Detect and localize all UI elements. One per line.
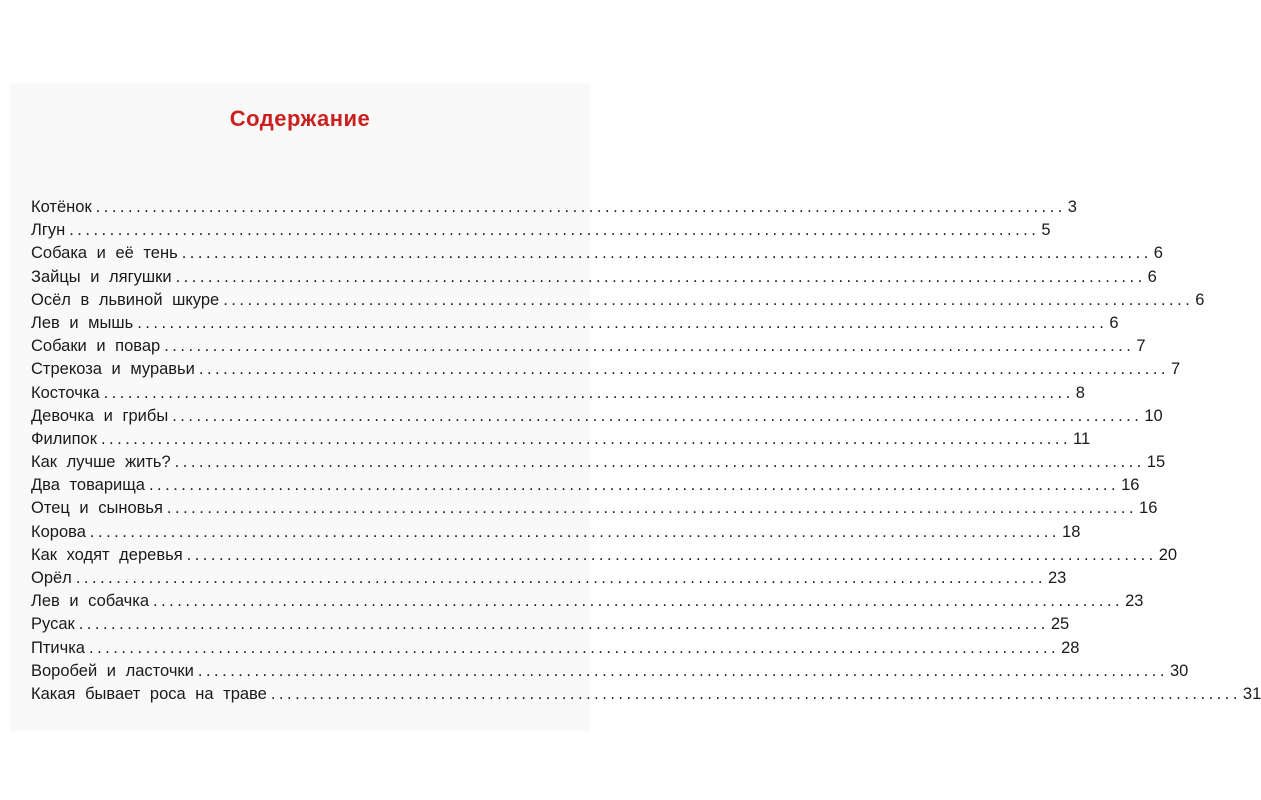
toc-entry-title: Лев и собачка: [31, 592, 150, 611]
toc-entry-title: Девочка и грибы: [31, 406, 169, 425]
toc-dot-leader: ........................................................................................................................: [89, 522, 1061, 541]
toc-entry: [31, 221, 1051, 244]
toc-dot-leader: ........................................................................................................................: [198, 360, 1169, 379]
toc-entry-title: Филипок: [31, 429, 97, 448]
toc-entry: [31, 569, 1067, 592]
toc-dot-leader: ........................................................................................................................: [164, 337, 1135, 356]
toc-entry-page: 15: [1146, 453, 1166, 472]
toc-entry-title: Как лучше жить?: [31, 453, 171, 472]
toc-entry-page: 16: [1121, 476, 1140, 495]
toc-dot-leader: ........................................................................................................................: [181, 244, 1152, 263]
toc-entry-page: 23: [1047, 569, 1067, 587]
toc-entry-title: Косточка: [31, 383, 100, 402]
toc-dot-leader: ........................................................................................................................: [95, 198, 1066, 216]
toc-dot-leader: ........................................................................................................................: [175, 267, 1146, 286]
toc-entry-title: Воробей и ласточки: [31, 661, 194, 680]
toc-entry: [31, 244, 1163, 267]
toc-entry-page: 10: [1144, 406, 1163, 425]
toc-entry-page: 18: [1062, 522, 1081, 541]
toc-entry-title: Котёнок: [31, 198, 92, 216]
toc-entry: [31, 290, 1205, 314]
toc-entry-page: 20: [1158, 545, 1178, 564]
toc-entry-title: Корова: [31, 522, 86, 541]
toc-entry-title: Зайцы и лягушки: [31, 267, 172, 286]
toc-entry-page: 8: [1075, 383, 1085, 402]
toc-entry-page: 6: [1195, 290, 1205, 309]
toc-entry: [31, 267, 1157, 291]
toc-dot-leader: ........................................................................................................................: [174, 453, 1145, 472]
toc-entry: [31, 476, 1140, 499]
toc-entry-page: 31: [1242, 684, 1261, 703]
toc-entry-page: 16: [1139, 499, 1158, 518]
toc-entry-title: Лгун: [31, 221, 66, 240]
toc-entry: [31, 360, 1181, 383]
toc-entry-title: Стрекоза и муравьи: [31, 360, 195, 379]
toc-entry-title: Какая бывает роса на траве: [31, 684, 267, 703]
toc-entry-page: 3: [1067, 198, 1077, 216]
toc-entry-page: 5: [1041, 221, 1051, 240]
toc-dot-leader: ........................................................................................................................: [75, 569, 1046, 587]
toc-dot-leader: ........................................................................................................................: [186, 545, 1157, 564]
toc-entry-title: Лев и мышь: [31, 313, 134, 332]
toc-entry-title: Два товарища: [31, 476, 145, 495]
toc-entry-title: Собаки и повар: [31, 337, 161, 356]
toc-entry-page: 11: [1073, 429, 1091, 448]
toc-entry: [31, 453, 1166, 476]
toc-entry-title: Русак: [31, 615, 75, 634]
toc-entry-page: 28: [1061, 638, 1080, 657]
toc-dot-leader: ........................................................................................................................: [89, 638, 1060, 657]
toc-entry-title: Собака и её тень: [31, 244, 178, 263]
table-of-contents: [31, 198, 1261, 708]
toc-dot-leader: ........................................................................................................................: [223, 290, 1194, 309]
toc-entry: [31, 615, 1070, 638]
toc-entry-page: 6: [1153, 244, 1163, 263]
toc-dot-leader: ........................................................................................................................: [78, 615, 1049, 634]
toc-entry-title: Отец и сыновья: [31, 499, 163, 518]
toc-dot-leader: ........................................................................................................................: [172, 406, 1143, 425]
toc-dot-leader: ........................................................................................................................: [166, 499, 1138, 518]
toc-dot-leader: ........................................................................................................................: [137, 313, 1108, 332]
toc-entry: [31, 545, 1178, 569]
toc-entry-page: 7: [1170, 360, 1181, 379]
toc-entry: [31, 499, 1158, 522]
toc-entry: [31, 406, 1163, 430]
toc-entry-title: Осёл в львиной шкуре: [31, 290, 220, 309]
toc-entry: [31, 661, 1189, 685]
toc-entry-page: 7: [1136, 337, 1146, 356]
toc-dot-leader: ........................................................................................................................: [103, 383, 1074, 402]
toc-entry: [31, 198, 1077, 221]
toc-dot-leader: ........................................................................................................................: [197, 661, 1168, 680]
toc-entry-title: Птичка: [31, 638, 85, 657]
page-title: Содержание: [229, 106, 371, 131]
toc-dot-leader: ........................................................................................................................: [69, 221, 1040, 240]
toc-entry: [31, 638, 1080, 662]
toc-dot-leader: ........................................................................................................................: [153, 592, 1124, 611]
toc-entry-page: 30: [1169, 661, 1189, 680]
toc-entry: [31, 592, 1144, 615]
toc-entry-title: Как ходят деревья: [31, 545, 183, 564]
toc-entry: [31, 313, 1119, 337]
toc-dot-leader: ........................................................................................................................: [148, 476, 1120, 495]
toc-entry-title: Орёл: [31, 569, 72, 587]
toc-entry-page: 6: [1147, 267, 1157, 286]
toc-entry: [31, 383, 1085, 407]
toc-entry: [31, 337, 1146, 360]
toc-dot-leader: ........................................................................................................................: [100, 429, 1072, 448]
toc-entry: [31, 522, 1081, 546]
toc-entry-page: 6: [1109, 313, 1119, 332]
toc-entry: [31, 429, 1091, 453]
toc-dot-leader: ........................................................................................................................: [270, 684, 1241, 703]
toc-entry-page: 23: [1125, 592, 1144, 611]
toc-entry-page: 25: [1050, 615, 1070, 634]
toc-entry: [31, 684, 1261, 708]
